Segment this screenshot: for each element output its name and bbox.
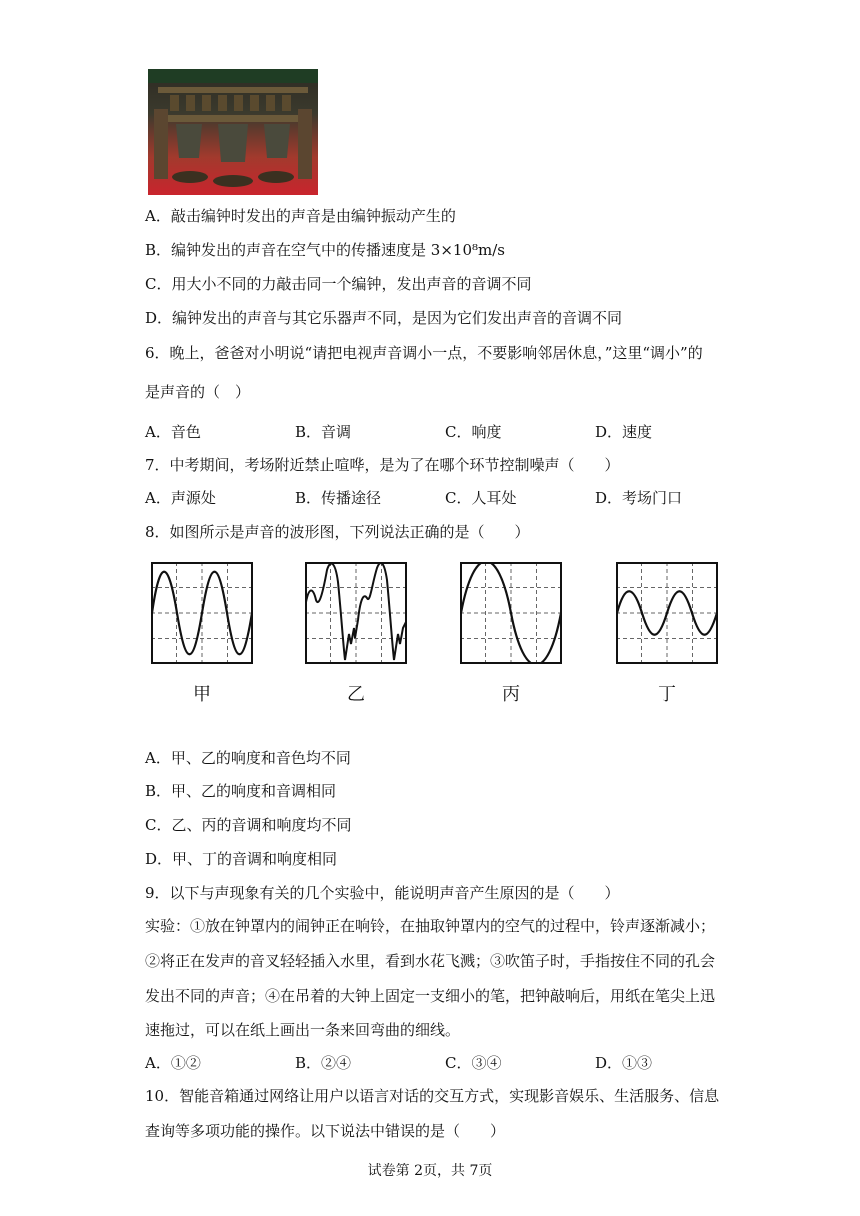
q9-body-line3: 发出不同的声音；④在吊着的大钟上固定一支细小的笔，把钟敲响后，用纸在笔尖上迅 bbox=[145, 987, 716, 1005]
page-footer: 试卷第 2页，共 7页 bbox=[367, 1163, 493, 1179]
q9-body-line4: 速拖过，可以在纸上画出一条来回弯曲的细线。 bbox=[145, 1021, 461, 1039]
q6-option-c: C．响度 bbox=[445, 423, 502, 441]
q5-option-d: D．编钟发出的声音与其它乐器声不同，是因为它们发出声音的音调不同 bbox=[145, 309, 623, 327]
q10-stem-line1: 10．智能音箱通过网络让用户以语言对话的交互方式，实现影音娱乐、生活服务、信息 bbox=[145, 1087, 720, 1105]
q9-body-line2: ②将正在发声的音叉轻轻插入水里，看到水花飞溅；③吹笛子时，手指按住不同的孔会 bbox=[145, 952, 716, 970]
q9-option-c: C．③④ bbox=[445, 1054, 502, 1072]
q8-option-b: B．甲、乙的响度和音调相同 bbox=[145, 782, 337, 800]
q6-option-d: D．速度 bbox=[595, 423, 653, 441]
q6-stem-line2: 是声音的（ ） bbox=[145, 383, 251, 401]
q8-option-a: A．甲、乙的响度和音色均不同 bbox=[145, 749, 351, 767]
q7-stem: 7．中考期间，考场附近禁止喧哗，是为了在哪个环节控制噪声（ ） bbox=[145, 456, 620, 474]
waveform-jia bbox=[151, 562, 253, 664]
q8-option-c: C．乙、丙的音调和响度均不同 bbox=[145, 816, 352, 834]
waveform-bing bbox=[460, 562, 562, 664]
waveform-ding bbox=[616, 562, 718, 664]
waveform-label-bing: 丙 bbox=[502, 684, 520, 705]
q7-option-d: D．考场门口 bbox=[595, 489, 683, 507]
waveform-label-yi: 乙 bbox=[347, 684, 365, 705]
q9-option-d: D．①③ bbox=[595, 1054, 653, 1072]
q6-stem-line1: 6．晚上，爸爸对小明说“请把电视声音调小一点，不要影响邻居休息，”这里“调小”的 bbox=[145, 344, 703, 362]
q5-option-b: B．编钟发出的声音在空气中的传播速度是 3×10⁸m/s bbox=[145, 241, 505, 259]
q8-stem: 8．如图所示是声音的波形图，下列说法正确的是（ ） bbox=[145, 523, 530, 541]
waveform-label-ding: 丁 bbox=[658, 684, 676, 705]
q9-option-b: B．②④ bbox=[295, 1054, 352, 1072]
q8-option-d: D．甲、丁的音调和响度相同 bbox=[145, 850, 338, 868]
bianzhong-photo bbox=[148, 69, 318, 195]
q5-option-a: A．敲击编钟时发出的声音是由编钟振动产生的 bbox=[145, 207, 456, 225]
waveform-yi bbox=[305, 562, 407, 664]
waveform-label-jia: 甲 bbox=[193, 684, 211, 705]
q9-body-line1: 实验：①放在钟罩内的闹钟正在响铃，在抽取钟罩内的空气的过程中，铃声逐渐减小； bbox=[145, 917, 716, 935]
q9-option-a: A．①② bbox=[145, 1054, 201, 1072]
q6-option-a: A．音色 bbox=[145, 423, 201, 441]
q7-option-c: C．人耳处 bbox=[445, 489, 517, 507]
q5-option-c: C．用大小不同的力敲击同一个编钟，发出声音的音调不同 bbox=[145, 275, 532, 293]
q7-option-a: A．声源处 bbox=[145, 489, 216, 507]
q7-option-b: B．传播途径 bbox=[295, 489, 382, 507]
q9-stem: 9．以下与声现象有关的几个实验中，能说明声音产生原因的是（ ） bbox=[145, 884, 620, 902]
q10-stem-line2: 查询等多项功能的操作。以下说法中错误的是（ ） bbox=[145, 1122, 506, 1140]
q6-option-b: B．音调 bbox=[295, 423, 352, 441]
